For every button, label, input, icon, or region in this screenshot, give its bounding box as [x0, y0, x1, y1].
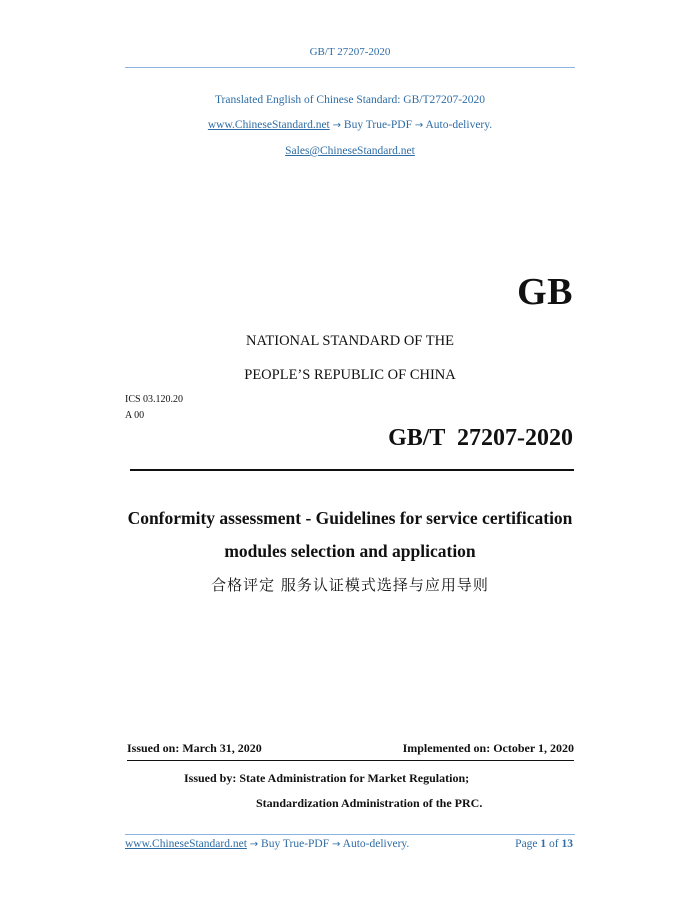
- buy-pdf-text: Buy True-PDF: [343, 119, 412, 131]
- issued-on-date: Issued on: March 31, 2020: [127, 741, 262, 755]
- arrow-right-icon: →: [332, 839, 341, 850]
- issued-by-line1: Issued by: State Administration for Market Regulation;: [184, 771, 470, 785]
- promo-line: [0, 119, 700, 131]
- site-link[interactable]: www.ChineseStandard.net: [207, 119, 330, 131]
- standard-number: GB/T 27207-2020: [388, 425, 573, 451]
- dates-row: [127, 741, 574, 756]
- ics-code: ICS 03.120.20: [125, 394, 184, 405]
- title-divider: [130, 469, 574, 471]
- email-line: [0, 145, 700, 157]
- arrow-right-icon: →: [249, 839, 259, 850]
- footer-auto-delivery-text: Auto-delivery.: [342, 838, 410, 850]
- ccs-code: A 00: [125, 410, 145, 421]
- arrow-right-icon: →: [414, 120, 424, 131]
- page-current: 1: [540, 838, 547, 850]
- page-total: 13: [561, 838, 573, 850]
- footer-site-link[interactable]: www.ChineseStandard.net: [125, 838, 247, 850]
- issued-by-line2: Standardization Administration of the PRC.: [256, 796, 483, 810]
- header-divider: [125, 67, 575, 68]
- page-label: Page: [515, 838, 538, 850]
- translation-notice: Translated English of Chinese Standard: GB/T27207-2020: [214, 94, 486, 106]
- auto-delivery-text: Auto-delivery.: [425, 119, 493, 131]
- national-standard-line1: NATIONAL STANDARD OF THE: [246, 333, 454, 349]
- of-label: of: [549, 838, 559, 850]
- implemented-on-date: Implemented on: October 1, 2020: [402, 741, 574, 755]
- dates-divider: [127, 760, 574, 761]
- page-indicator: [515, 838, 573, 850]
- running-header: GB/T 27207-2020: [309, 46, 391, 58]
- footer-divider: [125, 834, 575, 835]
- title-english-line1: Conformity assessment - Guidelines for service certification: [127, 508, 573, 528]
- footer-buy-pdf-text: Buy True-PDF: [261, 838, 330, 850]
- gb-logo: GB: [517, 271, 573, 313]
- sales-email-link[interactable]: Sales@ChineseStandard.net: [285, 145, 415, 157]
- title-english-line2: modules selection and application: [224, 541, 476, 561]
- arrow-right-icon: →: [332, 120, 342, 131]
- national-standard-line2: PEOPLE’S REPUBLIC OF CHINA: [244, 367, 456, 383]
- title-chinese: 合格评定 服务认证模式选择与应用导则: [211, 576, 489, 594]
- footer-promo: [125, 838, 409, 850]
